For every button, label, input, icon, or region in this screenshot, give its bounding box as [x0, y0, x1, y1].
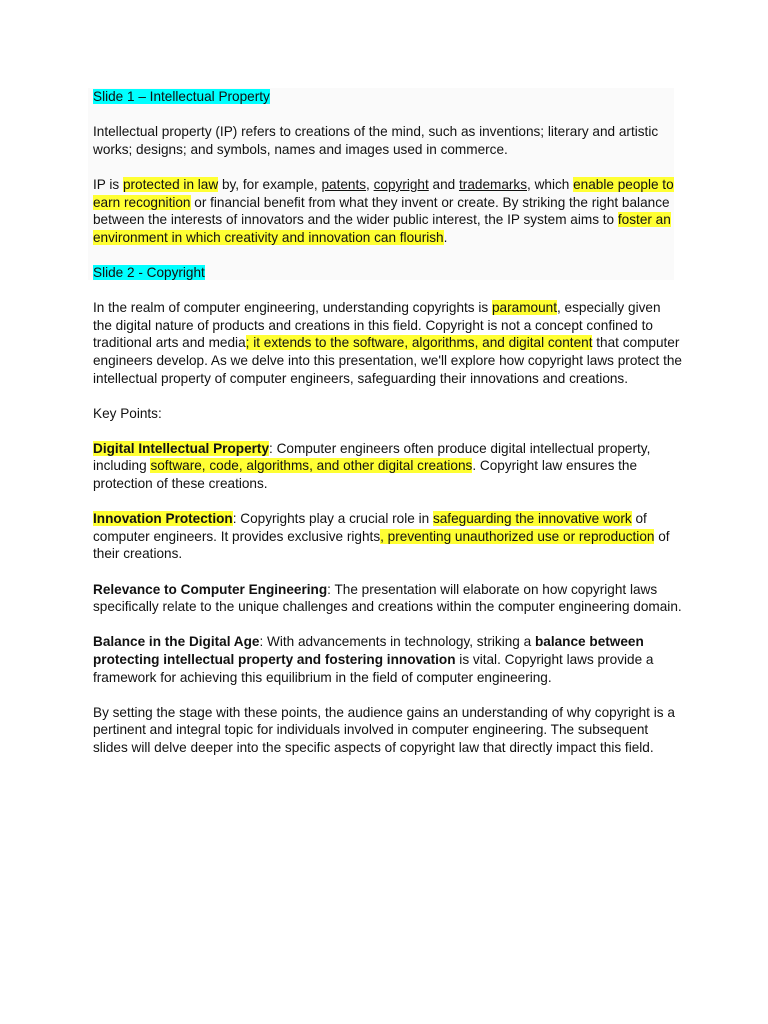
text-run: by, for example,	[218, 176, 322, 192]
text-run: In the realm of computer engineering, understanding copyrights is	[93, 300, 492, 316]
bold-balance-phrase: balance between protecting intellectual property and fostering innovation	[93, 634, 644, 667]
highlight-paramount: paramount	[491, 300, 557, 316]
highlight-extends-to-software: ; it extends to the software, algorithms, and digital content	[245, 335, 593, 351]
key-point-title: Balance in the Digital Age	[93, 634, 260, 650]
key-point-digital-ip	[93, 440, 683, 493]
key-point-balance	[93, 633, 683, 686]
key-point-innovation-protection	[93, 510, 683, 563]
document-page	[93, 88, 683, 774]
text-run: ,	[366, 176, 374, 192]
slide1-paragraph-1: Intellectual property (IP) refers to creations of the mind, such as inventions; literary and artistic works; designs; and symbols, names and images used in commerce.	[93, 124, 659, 157]
text-run: of computer engineers. It provides exclusive rights	[93, 511, 647, 544]
text-run: : Computer engineers often produce digital intellectual property, including	[93, 440, 651, 474]
key-point-relevance	[93, 581, 683, 616]
text-run: , which	[527, 176, 574, 192]
key-point-title: Innovation Protection	[93, 511, 233, 527]
text-run: : The presentation will elaborate on how copyright laws specifically relate to the unique challenges and creations within the computer engineering domain.	[93, 581, 682, 615]
key-point-title: Digital Intellectual Property	[93, 440, 270, 456]
link-trademarks[interactable]: trademarks	[459, 176, 528, 192]
highlight-preventing-use: , preventing unauthorized use or reproduction	[380, 528, 655, 544]
highlight-protected-in-law: protected in law	[122, 176, 219, 192]
text-run: of their creations.	[93, 528, 670, 562]
link-copyright[interactable]: copyright	[373, 176, 429, 192]
text-run: that computer engineers develop. As we delve into this presentation, we'll explore how copyright laws protect the intellectual property of computer engineers, safeguarding their innovations and creations.	[93, 335, 682, 386]
text-run: . Copyright law ensures the protection of these creations.	[93, 458, 638, 492]
text-run: : With advancements in technology, striking a	[259, 634, 535, 650]
slide1-heading	[93, 88, 683, 106]
highlight-software-code: software, code, algorithms, and other digital creations	[150, 458, 473, 474]
slide1-heading-text: Slide 1 – Intellectual Property	[93, 89, 270, 104]
conclusion-paragraph: By setting the stage with these points, the audience gains an understanding of why copyright is a pertinent and integral topic for individuals involved in computer engineering. The subsequent slides will delve deeper into the specific aspects of copyright law that directly impact this field.	[93, 704, 675, 755]
slide1-paragraph-2	[93, 176, 683, 246]
link-patents[interactable]: patents	[321, 176, 367, 192]
highlight-safeguarding: safeguarding the innovative work	[432, 511, 632, 527]
text-run: is vital. Copyright laws provide a framework for achieving this equilibrium in the field of computer engineering.	[93, 652, 654, 685]
text-run: or financial benefit from what they invent or create. By striking the right balance between the interests of innovators and the wider public interest, the IP system aims to	[93, 194, 670, 228]
text-run: and	[428, 176, 460, 192]
highlight-foster-environment: foster an environment in which creativity and innovation can flourish	[93, 212, 671, 245]
slide2-intro-paragraph	[93, 299, 683, 387]
key-point-title: Relevance to Computer Engineering	[93, 581, 328, 597]
key-points-label: Key Points:	[93, 405, 162, 421]
text-run: .	[443, 229, 448, 245]
text-run: IP is	[93, 176, 123, 192]
text-run: , especially given the digital nature of products and creations in this field. Copyright is not a concept confined to traditional arts and media	[93, 300, 661, 351]
text-run: : Copyrights play a crucial role in	[232, 511, 433, 527]
highlight-enable-recognition: enable people to earn recognition	[93, 176, 674, 210]
slide2-heading	[93, 264, 683, 282]
slide2-heading-text: Slide 2 - Copyright	[93, 264, 205, 280]
